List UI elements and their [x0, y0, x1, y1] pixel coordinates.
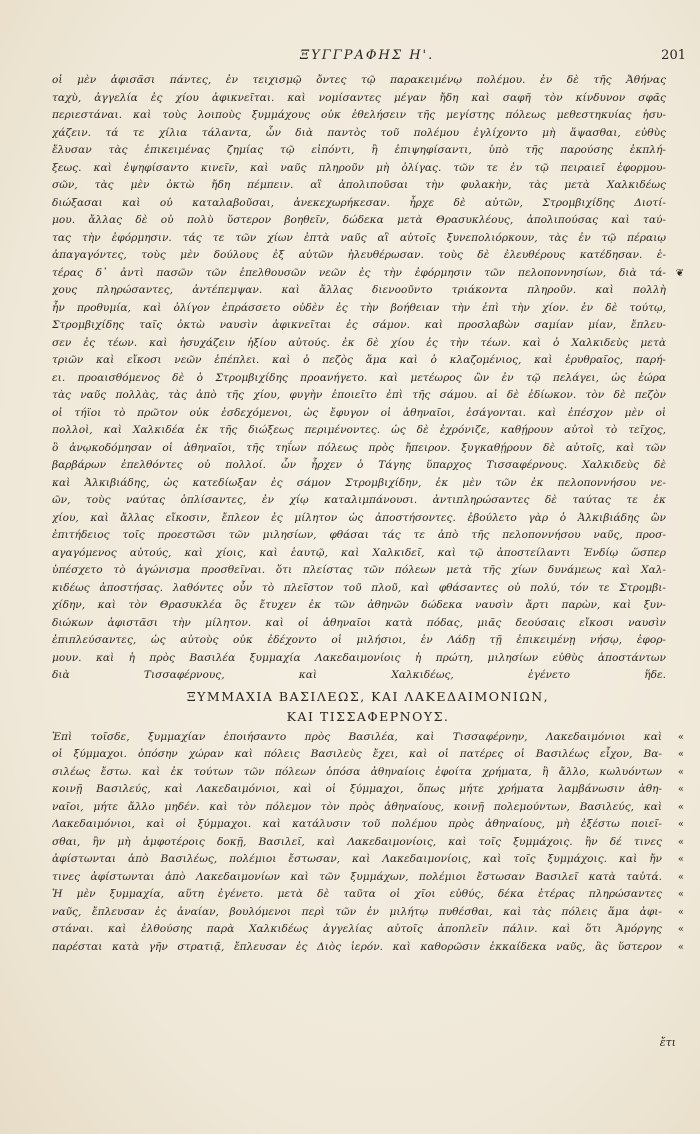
text-line [52, 869, 684, 887]
margin-marker: « [677, 819, 684, 830]
text-line [52, 729, 684, 747]
margin-marker: « [677, 731, 684, 743]
margin-marker: ❦ [675, 267, 684, 279]
text-line [52, 405, 684, 423]
text-line [52, 160, 684, 178]
treaty-paragraph [52, 729, 684, 957]
text-line [52, 921, 684, 939]
text-line [52, 195, 684, 213]
text-line [52, 142, 684, 160]
text-line-content: ὑπέσχετο τὸ ἀγώνισμα προσθεῖναι. ὅτι πλείστας τῶν πόλεων μετὰ τῆς χίων δυνάμεως καὶ Χαλ- [52, 564, 666, 576]
text-line [52, 764, 684, 782]
text-line-content: χίδην, καὶ τὸν Θρασυκλέα ὃς ἔτυχεν ἐκ τῶν ἀθηνῶν δώδεκα ναυσὶν ἄρτι παρὼν, καὶ ξυν- [52, 599, 666, 611]
catchword: ἔτι [659, 1036, 676, 1049]
text-line [52, 125, 684, 143]
text-line-content: τας τὴν ἐφόρμησιν. τάς τε τῶν χίων ἑπτὰ ναῦς αἳ αὐτοῖς ξυνεπολιόρκουν, τὰς ἐν τῷ πέραιῳ [52, 231, 666, 244]
text-line [52, 247, 684, 265]
text-line-content: χάζειν. τά τε χίλια τάλαντα, ὧν διὰ παντὸς τοῦ πολέμου ἐγλίχοντο μὴ ἅψασθαι, εὐθὺς [52, 126, 666, 139]
text-line-content: Ἐπὶ τοῖσδε, ξυμμαχίαν ἐποιήσαντο πρὸς Βασιλέα, καὶ Τισσαφέρνην, Λακεδαιμόνιοι καὶ [52, 730, 662, 743]
text-line-content: χους πληρώσαντες, ἀντέπεμψαν. καὶ ἄλλας διενοοῦντο τριάκοντα πληροῦν. καὶ πολλὴ [52, 284, 666, 296]
text-line-content: ἐπιτήδειος τοῖς προεστῶσι τῶν μιλησίων, φθάσαι τάς τε ἀπὸ τῆς πελοποννήσου ναῦς, προσ- [52, 529, 666, 541]
text-line-content: διώκων ἀφιστᾶσι τὴν μίλητον. καὶ οἱ ἀθηναῖοι κατὰ πόδας, μιᾶς δεούσαις εἴκοσι ναυσὶν [52, 616, 666, 629]
text-line [52, 387, 684, 405]
text-line-content: ναῖοι, μήτε ἄλλο μηδέν. καὶ τὸν πόλεμον τὸν πρὸς ἀθηναίους, κοινῇ πολεμούντων, Βασιλεύς, καὶ [52, 800, 662, 813]
text-line-content: μουν. καὶ ἡ πρὸς Βασιλέα ξυμμαχία Λακεδαιμονίοις ἡ πρώτη, μιλησίων εὐθὺς ἀποστάντων [52, 651, 666, 664]
text-line-content: Ἡ μὲν ξυμμαχία, αὕτη ἐγένετο. μετὰ δὲ ταῦτα οἱ χῖοι εὐθύς, δέκα ἑτέρας πληρώσαντες [52, 888, 662, 900]
text-line-content: οἱ μὲν ἀφισᾶσι πάντες, ἐν τειχισμῷ ὄντες τῷ παρακειμένῳ πολέμου. ἐν δὲ τῆς Ἀθήνας [52, 74, 666, 86]
text-line-content: ει. προαισθόμενος δὲ ὁ Στρομβιχίδης προανήγετο. καὶ μετέωρος ὢν ἐν τῷ πελάγει, ὡς ἑώρα [52, 371, 666, 384]
text-line [52, 300, 684, 318]
text-line-content: ἔλυσαν τὰς ἐπικειμένας ζημίας τῷ εἰπόντι, ἢ ἐπιψηφίσαντι, ὑπὸ τῆς παρούσης ἐκπλή- [52, 144, 666, 156]
text-line [52, 457, 684, 475]
text-line-content: ναῦς, ἔπλευσαν ἐς ἀναίαν, βουλόμενοι περὶ τῶν ἐν μιλήτῳ πυθέσθαι, καὶ τὰς πόλεις ἅμα ἀφι- [52, 905, 662, 918]
text-line-content: τριῶν καὶ εἴκοσι νεῶν ἐπέπλει. καὶ ὁ πεζὸς ἅμα καὶ ὁ κλαζομένιος, καὶ ἐρυθραῖος, παρή- [52, 354, 666, 366]
text-line-content: ἦν προθυμία, καὶ ὀλίγον ἐπράσσετο οὐδὲν ἐς τὴν βοήθειαν τὴν ἐπὶ τὴν χίον. ἐν δὲ τούτῳ, [52, 301, 666, 314]
running-title: ΞΥΓΓΡΑΦΗΣ Η'. [300, 48, 435, 63]
margin-marker: « [677, 749, 684, 760]
text-line-content: τινες ἀφίστωνται ἀπὸ Λακεδαιμονίων καὶ τῶν ξυμμάχων, πολέμιοι ἔστωσαν Βασιλεῖ κατὰ ταὐτά. [52, 870, 662, 883]
text-line-content: σῶν, τὰς μὲν ὀκτὼ ἤδη πέμπειν. αἳ ἀπολιποῦσαι τὴν φυλακὴν, τὰς μετὰ Χαλκιδέως [52, 179, 666, 191]
text-line [52, 317, 684, 335]
text-line-content: ὃ ἀνῳκοδόμησαν οἱ ἀθηναῖοι, τῆς τηΐων πόλεως πρὸς ἤπειρον. ξυγκαθῄρουν δὲ αὐτοῖς, καὶ τῶν [52, 441, 666, 454]
text-line [52, 230, 684, 248]
text-line [52, 834, 684, 852]
margin-marker: « [677, 836, 684, 848]
margin-marker: « [677, 906, 684, 918]
margin-marker: « [677, 924, 684, 935]
text-line-content: στάναι. καὶ ἐλθούσης παρὰ Χαλκιδέως ἀγγελίας αὐτοῖς ἀποπλεῖν πάλιν. καὶ ὅτι Ἀμόργης [52, 923, 662, 935]
text-line [52, 615, 684, 633]
margin-marker: « [677, 801, 684, 813]
text-line [52, 177, 684, 195]
margin-marker: « [677, 871, 684, 883]
text-line [52, 746, 684, 764]
text-line [52, 781, 684, 799]
text-line-content: σεν ἐς τέων. καὶ ἡσυχάζειν ἠξίου αὐτούς. ἐκ δὲ χίου ἐς τὴν τέων. καὶ ὁ Χαλκιδεὺς μετὰ [52, 336, 666, 349]
text-line-content: περιεστάναι. καὶ τοὺς λοιποὺς ξυμμάχους οὐκ ἐθελήσειν τῆς μεγίστης πόλεως μεθεστηκυίας ἡσυ- [52, 109, 666, 121]
text-line [52, 510, 684, 528]
text-line [52, 107, 684, 125]
text-line-content: ταχὺ, ἀγγελία ἐς χίου ἀφικνεῖται. καὶ νομίσαντες μέγαν ἤδη καὶ σαφῆ τὸν κίνδυνον σφᾶς [52, 91, 666, 104]
text-line-content: καὶ Ἀλκιβιάδης, ὡς κατεδίωξαν ἐς σάμον Στρομβιχίδην, ἐκ μὲν τῶν ἐκ πελοποννήσου νε- [52, 476, 666, 489]
text-line [52, 212, 684, 230]
text-line [52, 851, 684, 869]
text-line-content: διὰ Τισσαφέρνους, καὶ Χαλκιδέως, ἐγένετο ἥδε. [52, 669, 666, 681]
text-line-content: τὰς ναῦς πολλὰς, τὰς ἀπὸ τῆς χίου, φυγὴν ἐποιεῖτο ἐπὶ τῆς σάμου. αἱ δὲ ἐδίωκον. τὸν δὲ πεζὸν [52, 389, 666, 401]
text-line-content: ἀπαγαγόντες, τοὺς μὲν δούλους ἐξ αὐτῶν ἠλευθέρωσαν. τοὺς δὲ ἐλευθέρους κατέδησαν. ἑ- [52, 249, 666, 261]
body-paragraph [52, 72, 684, 685]
text-line-content: διώξασαι καὶ οὐ καταλαβοῦσαι, ἀνεκεχωρήκεσαν. ἦρχε δὲ αὐτῶν, Στρομβιχίδης Διοτί- [52, 196, 666, 209]
text-line [52, 72, 684, 90]
text-line-content: παρέσται κατὰ γῆν στρατιᾷ, ἔπλευσαν ἐς Διὸς ἱερόν. καὶ καθορῶσιν ἑκκαίδεκα ναῦς, ἃς ὕστερον [52, 940, 662, 953]
text-line-content: οἱ τήϊοι τὸ πρῶτον οὐκ ἐσδεχόμενοι, ὡς ἔφυγον οἱ ἀθηναῖοι, ἐσάγονται. καὶ ἐπέσχον μὲν οἱ [52, 406, 666, 419]
section-title-line-2: ΚΑΙ ΤΙΣΣΑΦΕΡΝΟΥΣ. [286, 708, 450, 724]
text-line [52, 667, 684, 685]
text-line-content: βαρβάρων ἐπελθόντες οὐ πολλοί. ὧν ἦρχεν ὁ Τάγης ὕπαρχος Τισσαφέρνους. Χαλκιδεὺς δὲ [52, 459, 666, 471]
margin-marker: « [677, 766, 684, 778]
text-line-content: ἐπιπλεύσαντες, ὡς αὐτοὺς οὐκ ἐδέχοντο οἱ μιλήσιοι, ἐν Λάδῃ τῇ ἐπικειμένῃ νήσῳ, ἐφορ- [52, 634, 666, 646]
text-line [52, 545, 684, 563]
text-line-content: κοινῇ Βασιλεύς, καὶ Λακεδαιμόνιοι, καὶ οἱ ξύμμαχοι, ὅπως μήτε χρήματα λαμβάνωσιν ἀθη- [52, 783, 662, 795]
text-line [52, 650, 684, 668]
text-line [52, 335, 684, 353]
text-line-content: ῶν, τοὺς ναύτας ὁπλίσαντες, ἐν χίῳ καταλιμπάνουσι. ἀντιπληρώσαντες δὲ ταύτας τε ἐκ [52, 494, 666, 506]
text-line-content: ἀφίστωνται ἀπὸ Βασιλέως, πολέμιοι ἔστωσαν, καὶ Λακεδαιμονίοις, καὶ τοῖς ξυμμάχοις. καὶ ἤν [52, 853, 662, 865]
text-line [52, 440, 684, 458]
main-text [52, 72, 684, 956]
text-line-content: ξεως. καὶ ἐψηφίσαντο κινεῖν, καὶ ναῦς πληροῦν μὴ ὀλίγας. τῶν τε ἐν τῷ πειραιεῖ ἐφορμου- [52, 161, 666, 174]
text-line [52, 352, 684, 370]
text-line [52, 886, 684, 904]
text-line-content: σθαι, ἢν μὴ ἀμφοτέροις δοκῇ, Βασιλεῖ, καὶ Λακεδαιμονίοις, καὶ τοῖς ξυμμάχοις. ἢν δέ τινες [52, 835, 662, 848]
page-header [60, 48, 686, 68]
text-line-content: κιδέως ἀποστήσας. λαθόντες οὖν τὸ πλεῖστον τοῦ πλοῦ, καὶ φθάσαντες οὐ πολύ, τόν τε Στρομβι- [52, 581, 666, 594]
text-line-content: τέρας δ᾽ ἀντὶ πασῶν τῶν ἐπελθουσῶν νεῶν ἐς τὴν ἐφόρμησιν τῶν πελοποννησίων, διὰ τά- [52, 266, 666, 279]
text-line [52, 562, 684, 580]
text-line [52, 370, 684, 388]
text-line [52, 939, 684, 957]
text-line [52, 475, 684, 493]
section-title-line-1: ΞΥΜΜΑΧΙΑ ΒΑΣΙΛΕΩΣ, ΚΑΙ ΛΑΚΕΔΑΙΜΟΝΙΩΝ, [186, 688, 550, 704]
text-line-content: Λακεδαιμόνιοι, καὶ οἱ ξύμμαχοι. καὶ κατάλυσιν τοῦ πολέμου πρὸς ἀθηναίους, μὴ ἐξέστω ποιεῖ- [52, 818, 662, 830]
text-line-content: αγαγόμενος αὐτούς, καὶ χίοις, καὶ ἑαυτῷ, καὶ Χαλκιδεῖ, καὶ τῷ ἀποστείλαντι Ἐνδίῳ ὥσπερ [52, 546, 666, 559]
text-line-content: οἱ ξύμμαχοι. ὁπόσην χώραν καὶ πόλεις Βασιλεὺς ἔχει, καὶ οἱ πατέρες οἱ Βασιλέως εἶχον, Βα- [52, 748, 662, 760]
text-line [52, 492, 684, 510]
margin-marker: « [677, 889, 684, 900]
text-line [52, 580, 684, 598]
text-line [52, 597, 684, 615]
margin-marker: « [677, 784, 684, 795]
text-line-content: σιλέως ἔστω. καὶ ἐκ τούτων τῶν πόλεων ὁπόσα ἀθηναίοις ἐφοίτα χρήματα, ἢ ἄλλο, κωλυόντων [52, 765, 662, 778]
text-line [52, 799, 684, 817]
text-line [52, 265, 684, 283]
margin-marker: « [677, 941, 684, 953]
margin-marker: « [677, 854, 684, 865]
text-line [52, 282, 684, 300]
text-line [52, 632, 684, 650]
text-line-content: χίου, καὶ ἄλλας εἴκοσιν, ἔπλεον ἐς μίλητον ὡς ἀποστήσοντες. ἐβούλετο γὰρ ὁ Ἀλκιβιάδης ὢν [52, 511, 666, 524]
text-line-content: πολλοὶ, καὶ Χαλκιδέα ἐκ τῆς διώξεως περιμένοντες. ὡς δὲ ἐχρόνιζε, καθῄρουν αὐτοὶ τὸ τεῖχος, [52, 424, 666, 436]
text-line [52, 816, 684, 834]
text-line [52, 527, 684, 545]
page-number: 201 [661, 48, 686, 63]
text-line-content: Στρομβιχίδης ταῖς ὀκτὼ ναυσὶν ἀφικνεῖται ἐς σάμον. καὶ προσλαβὼν σαμίαν μίαν, ἔπλευ- [52, 319, 666, 331]
text-line [52, 422, 684, 440]
section-title [52, 687, 684, 727]
text-line [52, 90, 684, 108]
text-line [52, 904, 684, 922]
text-line-content: μου. ἄλλας δὲ οὐ πολὺ ὕστερον βοηθεῖν, δώδεκα μετὰ Θρασυκλέους, ἀπολιπούσας καὶ ταύ- [52, 214, 666, 226]
